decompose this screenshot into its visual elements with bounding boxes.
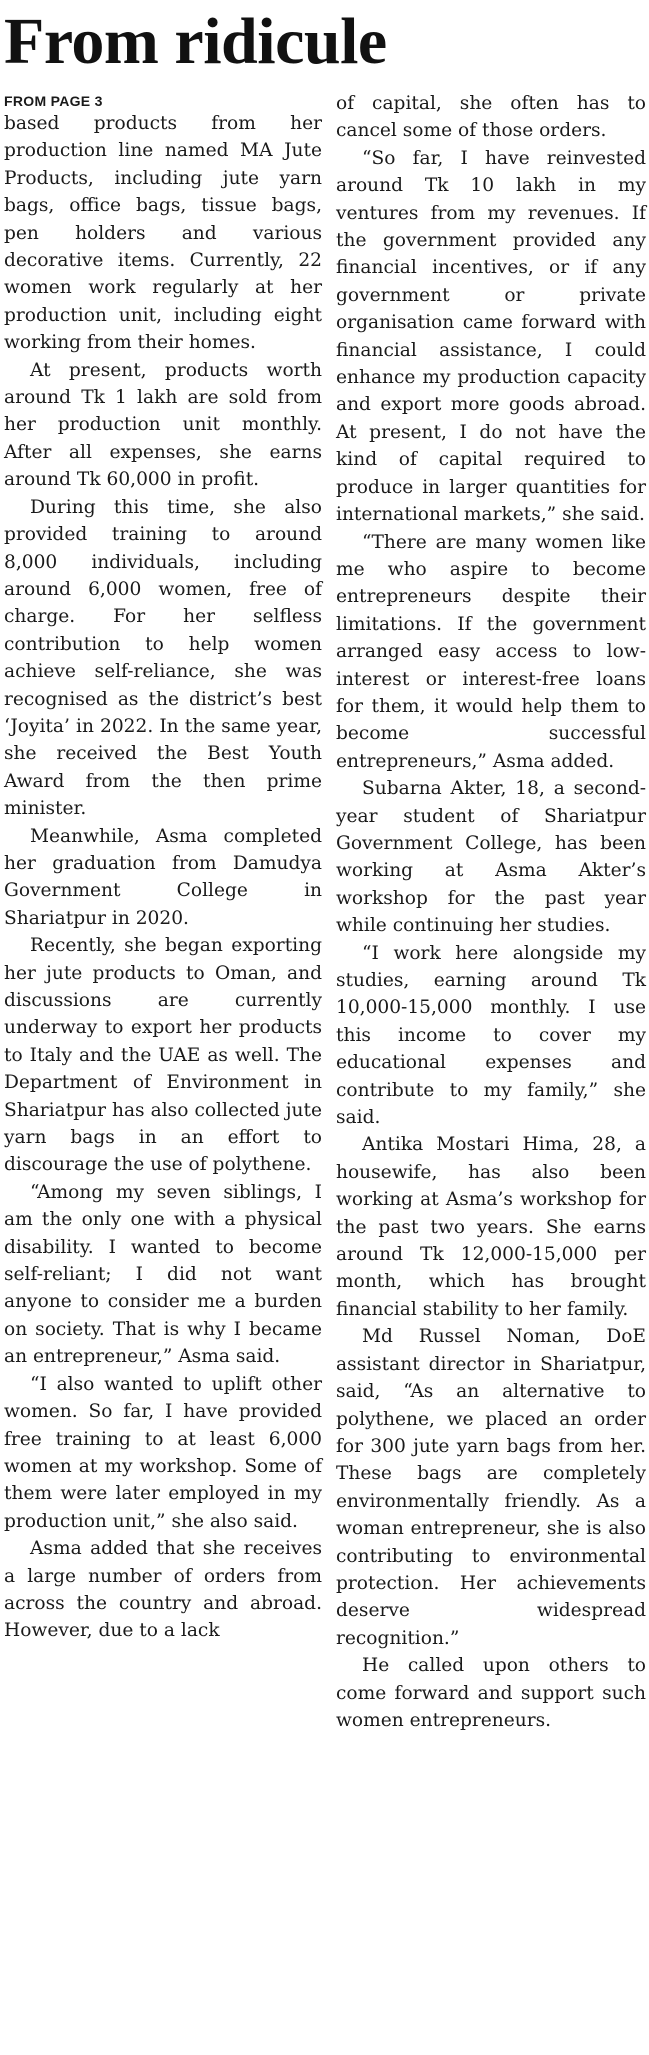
paragraph: Antika Mostari Hima, 28, a housewife, has also been working at Asma’s workshop for the past two years. She earns around Tk 12,000-15,000 per month, which has brought financial stability to her family. <box>336 1134 646 1320</box>
paragraph: “I work here alongside my studies, earning around Tk 10,000-15,000 monthly. I use this income to cover my educational expenses and contribute to my family,” she said. <box>336 942 646 1129</box>
paragraph: Md Russel Noman, DoE assistant director in Shariatpur, said, “As an alternative to polythene, we placed an order for 300 jute yarn bags from her. These bags are completely environmentally friendly. As a woman entrepreneur, she is also contributing to environmental protection. Her achievements deserve widespread recognition.” <box>336 1326 646 1649</box>
paragraph: “There are many women like me who aspire to become entrepreneurs despite their limitations. If the government arranged easy access to low-interest or interest-free loans for them, it would help them to become successful entrepreneurs,” Asma added. <box>336 531 646 772</box>
article-column-left <box>4 92 322 1645</box>
paragraph: Subarna Akter, 18, a second-year student of Shariatpur Government College, has been working at Asma Akter’s workshop for the past year while continuing her studies. <box>336 778 646 937</box>
paragraph: Meanwhile, Asma completed her graduation from Damudya Government College in Shariatpur in 2020. <box>4 825 322 929</box>
paragraph: Recently, she began exporting her jute products to Oman, and discussions are currently underway to export her products to Italy and the UAE as well. The Department of Environment in Shariatpur has also collected jute yarn bags in an effort to discourage the use of polythene. <box>4 935 322 1176</box>
paragraph: Asma added that she receives a large number of orders from across the country and abroad. However, due to a lack <box>4 1538 322 1642</box>
paragraph: He called upon others to come forward and support such women entrepreneurs. <box>336 1655 646 1731</box>
paragraph: At present, products worth around Tk 1 lakh are sold from her production unit monthly. After all expenses, she earns around Tk 60,000 in profit. <box>4 359 322 491</box>
paragraph: “So far, I have reinvested around Tk 10 lakh in my ventures from my revenues. If the government provided any financial incentives, or if any government or private organisation came forward with financial assistance, I could enhance my production capacity and export more goods abroad. At present, I do not have the kind of capital required to produce in larger quantities for international markets,” she said. <box>336 147 646 526</box>
paragraph: “I also wanted to uplift other women. So far, I have provided free training to at least 6,000 women at my workshop. Some of them were later employed in my production unit,” she also said. <box>4 1373 322 1532</box>
article-column-right <box>336 90 646 1734</box>
continuation-kicker: FROM PAGE 3 <box>4 93 103 109</box>
paragraph: of capital, she often has to cancel some of those orders. <box>336 93 646 142</box>
paragraph: based products from her production line named MA Jute Products, including jute yarn bags, office bags, tissue bags, pen holders and various decorative items. Currently, 22 women work regularly at her production unit, including eight working from their homes. <box>4 113 322 354</box>
article-headline: From ridicule <box>4 5 387 78</box>
paragraph: “Among my seven siblings, I am the only one with a physical disability. I wanted to become self-reliant; I did not want anyone to consider me a burden on society. That is why I became an entrepreneur,” Asma said. <box>4 1181 322 1368</box>
paragraph: During this time, she also provided training to around 8,000 individuals, including around 6,000 women, free of charge. For her selfless contribution to help women achieve self-reliance, she was recognised as the district’s best ‘Joyita’ in 2022. In the same year, she received the Best Youth Award from the then prime minister. <box>4 496 322 820</box>
